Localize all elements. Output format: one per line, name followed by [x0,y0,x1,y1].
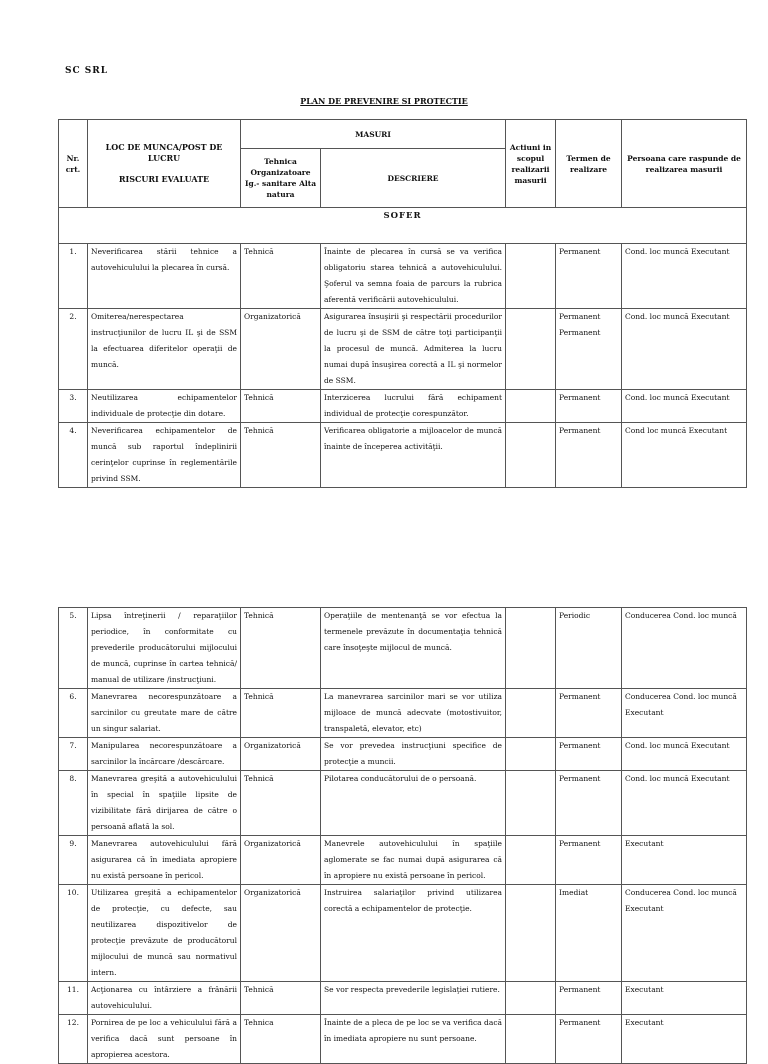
measure-description: Se vor prevedea instrucţiuni specifice de protecţie a muncii. [321,738,506,771]
risk-text: Manevrarea autovehiculului fără asigurarea că în imediata apropiere nu există persoane în pericol. [88,836,241,885]
measure-type: Tehnica [241,1015,321,1064]
row-number: 3. [59,390,88,423]
col-descriere-header: DESCRIERE [321,149,506,208]
actions-cell [506,738,556,771]
row-number: 10. [59,885,88,982]
measure-type: Organizatorică [241,885,321,982]
col-tip-header: Tehnica Organizatoare Ig.- sanitare Alta natura [241,149,321,208]
actions-cell [506,244,556,309]
deadline-cell: Permanent [556,982,622,1015]
row-number: 7. [59,738,88,771]
actions-cell [506,423,556,488]
table-row [59,771,747,836]
responsible-cell: Conducerea Cond. loc muncă [622,608,747,689]
table-row [59,982,747,1015]
risk-text: Omiterea/nerespectarea instrucţiunilor de lucru IL şi de SSM la efectuarea diferitelor operaţii de muncă. [88,309,241,390]
table-row [59,1015,747,1064]
responsible-cell: Cond. loc muncă Executant [622,390,747,423]
col-loc-header-top: LOC DE MUNCA/POST DE LUCRU [105,142,223,163]
risk-table-page-1 [58,119,747,488]
responsible-cell: Cond loc muncă Executant [622,423,747,488]
risk-text: Manipularea necorespunzătoare a sarcinilor la încărcare /descărcare. [88,738,241,771]
col-masuri-header: MASURI [241,120,506,149]
section-title: SOFER [59,208,747,244]
measure-type: Organizatorică [241,836,321,885]
measure-type: Organizatorică [241,309,321,390]
company-name: SC SRL [65,66,109,76]
measure-type: Tehnică [241,244,321,309]
measure-description: Înainte de plecarea în cursă se va verifica obligatoriu starea tehnică a autovehiculului. Şoferul va semna foaia de parcurs la rubrica aferentă verificării autovehiculului. [321,244,506,309]
row-number: 4. [59,423,88,488]
measure-type: Tehnică [241,608,321,689]
actions-cell [506,1015,556,1064]
measure-type: Tehnică [241,390,321,423]
actions-cell [506,309,556,390]
actions-cell [506,982,556,1015]
measure-description: Pilotarea conducătorului de o persoană. [321,771,506,836]
row-number: 1. [59,244,88,309]
deadline-cell: Permanent [556,423,622,488]
table-row [59,309,747,390]
row-number: 8. [59,771,88,836]
measure-description: Se vor respecta prevederile legislaţiei rutiere. [321,982,506,1015]
measure-description: La manevrarea sarcinilor mari se vor utiliza mijloace de muncă adecvate (motostivuitor, transpaletă, elevator, etc) [321,689,506,738]
risk-text: Manevrarea necorespunzătoare a sarcinilor cu greutate mare de către un singur salariat. [88,689,241,738]
deadline-cell: Permanent [556,689,622,738]
responsible-cell: Cond. loc muncă Executant [622,309,747,390]
measure-type: Tehnică [241,423,321,488]
table-row [59,885,747,982]
responsible-cell: Cond. loc muncă Executant [622,244,747,309]
table-row [59,738,747,771]
measure-description: Instruirea salariaţilor privind utilizarea corectă a echipamentelor de protecţie. [321,885,506,982]
document-title: PLAN DE PREVENIRE SI PROTECTIE [300,96,468,106]
risk-text: Lipsa întreţinerii / reparaţiilor periodice, în conformitate cu prevederile producătorului mijlocului de muncă, cuprinse în cartea tehnică/ manual de utilizare /instrucţiuni. [88,608,241,689]
responsible-cell: Conducerea Cond. loc muncă Executant [622,689,747,738]
measure-description: Manevrele autovehiculului în spaţiile aglomerate se fac numai după asigurarea că în apropiere nu există persoane în pericol. [321,836,506,885]
actions-cell [506,885,556,982]
risk-table-page-2 [58,607,747,1064]
risk-text: Neverificarea stării tehnice a autovehiculului la plecarea în cursă. [88,244,241,309]
actions-cell [506,390,556,423]
risk-text: Utilizarea greşită a echipamentelor de protecţie, cu defecte, sau neutilizarea dispozitivelor de protecţie prevăzute de producătorul mijlocului de muncă sau normativul intern. [88,885,241,982]
row-number: 6. [59,689,88,738]
measure-description: Asigurarea însuşirii şi respectării procedurilor de lucru şi de SSM de către toţi participanţii la procesul de muncă. Admiterea la lucru numai după însuşirea corectă a IL şi normelor de SSM. [321,309,506,390]
row-number: 12. [59,1015,88,1064]
row-number: 9. [59,836,88,885]
table-row [59,689,747,738]
measure-description: Verificarea obligatorie a mijloacelor de muncă înainte de începerea activităţii. [321,423,506,488]
table-row [59,836,747,885]
table-row [59,390,747,423]
table-row [59,608,747,689]
deadline-cell: Imediat [556,885,622,982]
measure-description: Înainte de a pleca de pe loc se va verifica dacă în imediata apropiere nu sunt persoane. [321,1015,506,1064]
actions-cell [506,608,556,689]
risk-text: Acţionarea cu întârziere a frânării autovehiculului. [88,982,241,1015]
col-termen-header: Termen de realizare [556,120,622,208]
deadline-cell: Permanent [556,738,622,771]
responsible-cell: Executant [622,1015,747,1064]
row-number: 5. [59,608,88,689]
measure-type: Organizatorică [241,738,321,771]
measure-type: Tehnică [241,771,321,836]
table-row [59,423,747,488]
row-number: 11. [59,982,88,1015]
risk-text: Manevrarea greşită a autovehiculului în special în spaţiile lipsite de vizibilitate fără dirijarea de către o persoană aflată la sol. [88,771,241,836]
row-number: 2. [59,309,88,390]
col-nr-header: Nr. crt. [59,120,88,208]
actions-cell [506,771,556,836]
deadline-cell: Permanent [556,390,622,423]
measure-type: Tehnică [241,689,321,738]
actions-cell [506,836,556,885]
responsible-cell: Cond. loc muncă Executant [622,738,747,771]
deadline-cell: Permanent [556,836,622,885]
table-row [59,244,747,309]
responsible-cell: Executant [622,836,747,885]
responsible-cell: Cond. loc muncă Executant [622,771,747,836]
deadline-cell: Permanent [556,244,622,309]
actions-cell [506,689,556,738]
deadline-cell: Permanent [556,771,622,836]
deadline-cell: Permanent Permanent [556,309,622,390]
col-loc-header [88,120,241,208]
deadline-cell: Permanent [556,1015,622,1064]
risk-text: Pornirea de pe loc a vehiculului fără a verifica dacă sunt persoane în apropierea acestora. [88,1015,241,1064]
measure-type: Tehnică [241,982,321,1015]
deadline-cell: Periodic [556,608,622,689]
risk-text: Neverificarea echipamentelor de muncă sub raportul îndeplinirii cerinţelor cuprinse în reglementările privind SSM. [88,423,241,488]
responsible-cell: Conducerea Cond. loc muncă Executant [622,885,747,982]
col-persoana-header: Persoana care raspunde de realizarea masurii [622,120,747,208]
col-actiuni-header: Actiuni in scopul realizarii masurii [506,120,556,208]
risk-text: Neutilizarea echipamentelor individuale de protecţie din dotare. [88,390,241,423]
col-loc-header-bottom: RISCURI EVALUATE [118,174,210,184]
measure-description: Interzicerea lucrului fără echipament individual de protecţie corespunzător. [321,390,506,423]
measure-description: Operaţiile de mentenanţă se vor efectua la termenele prevăzute în documentaţia tehnică care însoţeşte mijlocul de muncă. [321,608,506,689]
responsible-cell: Executant [622,982,747,1015]
